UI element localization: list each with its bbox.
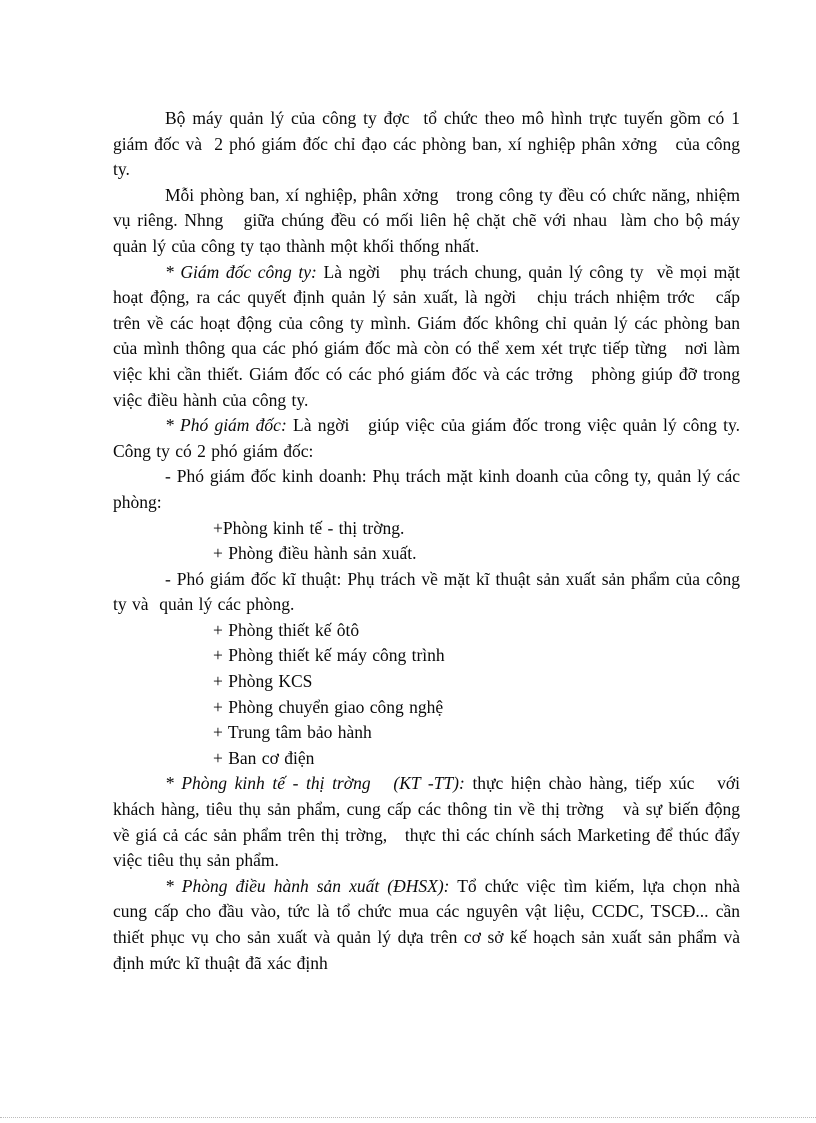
paragraph-lead-phong-kinh-te: * Phòng kinh tế - thị trờng (KT -TT): bbox=[165, 773, 465, 794]
list-item-text: + Trung tâm bảo hành bbox=[213, 722, 372, 743]
list-item-text: + Phòng chuyển giao công nghệ bbox=[213, 696, 444, 717]
paragraph bbox=[113, 413, 746, 464]
paragraph-text: - Phó giám đốc kinh doanh: Phụ trách mặt kinh doanh của công ty, quản lý các phòng: bbox=[113, 466, 746, 512]
page-bottom-dotted-line bbox=[0, 1117, 816, 1118]
paragraph-lead-phong-dieu-hanh: * Phòng điều hành sản xuất (ĐHSX): bbox=[165, 875, 450, 896]
list-item-text: + Phòng thiết kế máy công trình bbox=[213, 645, 445, 666]
list-item bbox=[113, 669, 740, 695]
list-item-text: +Phòng kinh tế - thị trờng. bbox=[213, 517, 405, 538]
paragraph-text: Là ngời giúp việc của giám đốc trong việc quản lý công ty. Công ty có 2 phó giám đốc: bbox=[113, 415, 746, 461]
list-item-text: + Ban cơ điện bbox=[213, 747, 315, 768]
paragraph-text: Mỗi phòng ban, xí nghiệp, phân xởng trong công ty đều có chức năng, nhiệm vụ riêng. Nhng giữa chúng đều có mối liên hệ chặt chẽ với nhau làm cho bộ máy quản lý của công ty tạo thành một khối thống nhất. bbox=[113, 184, 746, 256]
paragraph bbox=[113, 771, 757, 873]
text-block bbox=[113, 106, 757, 976]
list-item bbox=[113, 618, 740, 644]
list-item bbox=[113, 643, 740, 669]
list-item bbox=[113, 541, 740, 567]
paragraph-lead-pho-giam-doc: * Phó giám đốc: bbox=[165, 415, 287, 436]
paragraph-text: thực hiện chào hàng, tiếp xúc với khách hàng, tiêu thụ sản phẩm, cung cấp các thông tin về thị trờng và sự biến động về giá cả các sản phẩm trên thị trờng, thực thi các chính sách Marketing để thúc đẩy việc tiêu thụ sản phẩm. bbox=[113, 773, 757, 871]
paragraph bbox=[113, 260, 746, 414]
list-item-text: + Phòng thiết kế ôtô bbox=[213, 619, 360, 640]
paragraph-text: Là ngời phụ trách chung, quản lý công ty về mọi mặt hoạt động, ra các quyết định quản lý sản xuất, là ngời chịu trách nhiệm trớc cấp trên về các hoạt động của công ty mình. Giám đốc không chỉ quản lý các phòng ban của mình thông qua các phó giám đốc mà còn có thể xem xét trực tiếp từng nơi làm việc khi cần thiết. Giám đốc có các phó giám đốc và các trởng phòng giúp đỡ trong việc điều hành của công ty. bbox=[113, 261, 746, 410]
paragraph-lead-giam-doc: * Giám đốc công ty: bbox=[165, 261, 317, 282]
list-item-text: + Phòng điều hành sản xuất. bbox=[213, 543, 417, 564]
list-item bbox=[113, 746, 740, 772]
paragraph bbox=[113, 567, 746, 618]
list-item bbox=[113, 516, 740, 542]
paragraph-text: Tổ chức việc tìm kiếm, lựa chọn nhà cung cấp cho đầu vào, tức là tổ chức mua các nguyên vật liệu, CCDC, TSCĐ... cần thiết phục vụ cho sản xuất và quản lý dựa trên cơ sở kế hoạch sản xuất sản phẩm và định mức kĩ thuật đã xác định bbox=[113, 875, 751, 973]
paragraph-text: Bộ máy quản lý của công ty đợc tổ chức theo mô hình trực tuyến gồm có 1 giám đốc và 2 phó giám đốc chỉ đạo các phòng ban, xí nghiệp phân xởng của công ty. bbox=[113, 108, 746, 180]
paragraph bbox=[113, 874, 751, 976]
paragraph bbox=[113, 183, 746, 260]
list-item bbox=[113, 720, 740, 746]
list-item-text: + Phòng KCS bbox=[213, 671, 313, 692]
paragraph-text: - Phó giám đốc kĩ thuật: Phụ trách về mặt kĩ thuật sản xuất sản phẩm của công ty và quản lý các phòng. bbox=[113, 568, 746, 615]
paragraph bbox=[113, 464, 746, 515]
paragraph bbox=[113, 106, 746, 183]
list-item bbox=[113, 695, 740, 721]
